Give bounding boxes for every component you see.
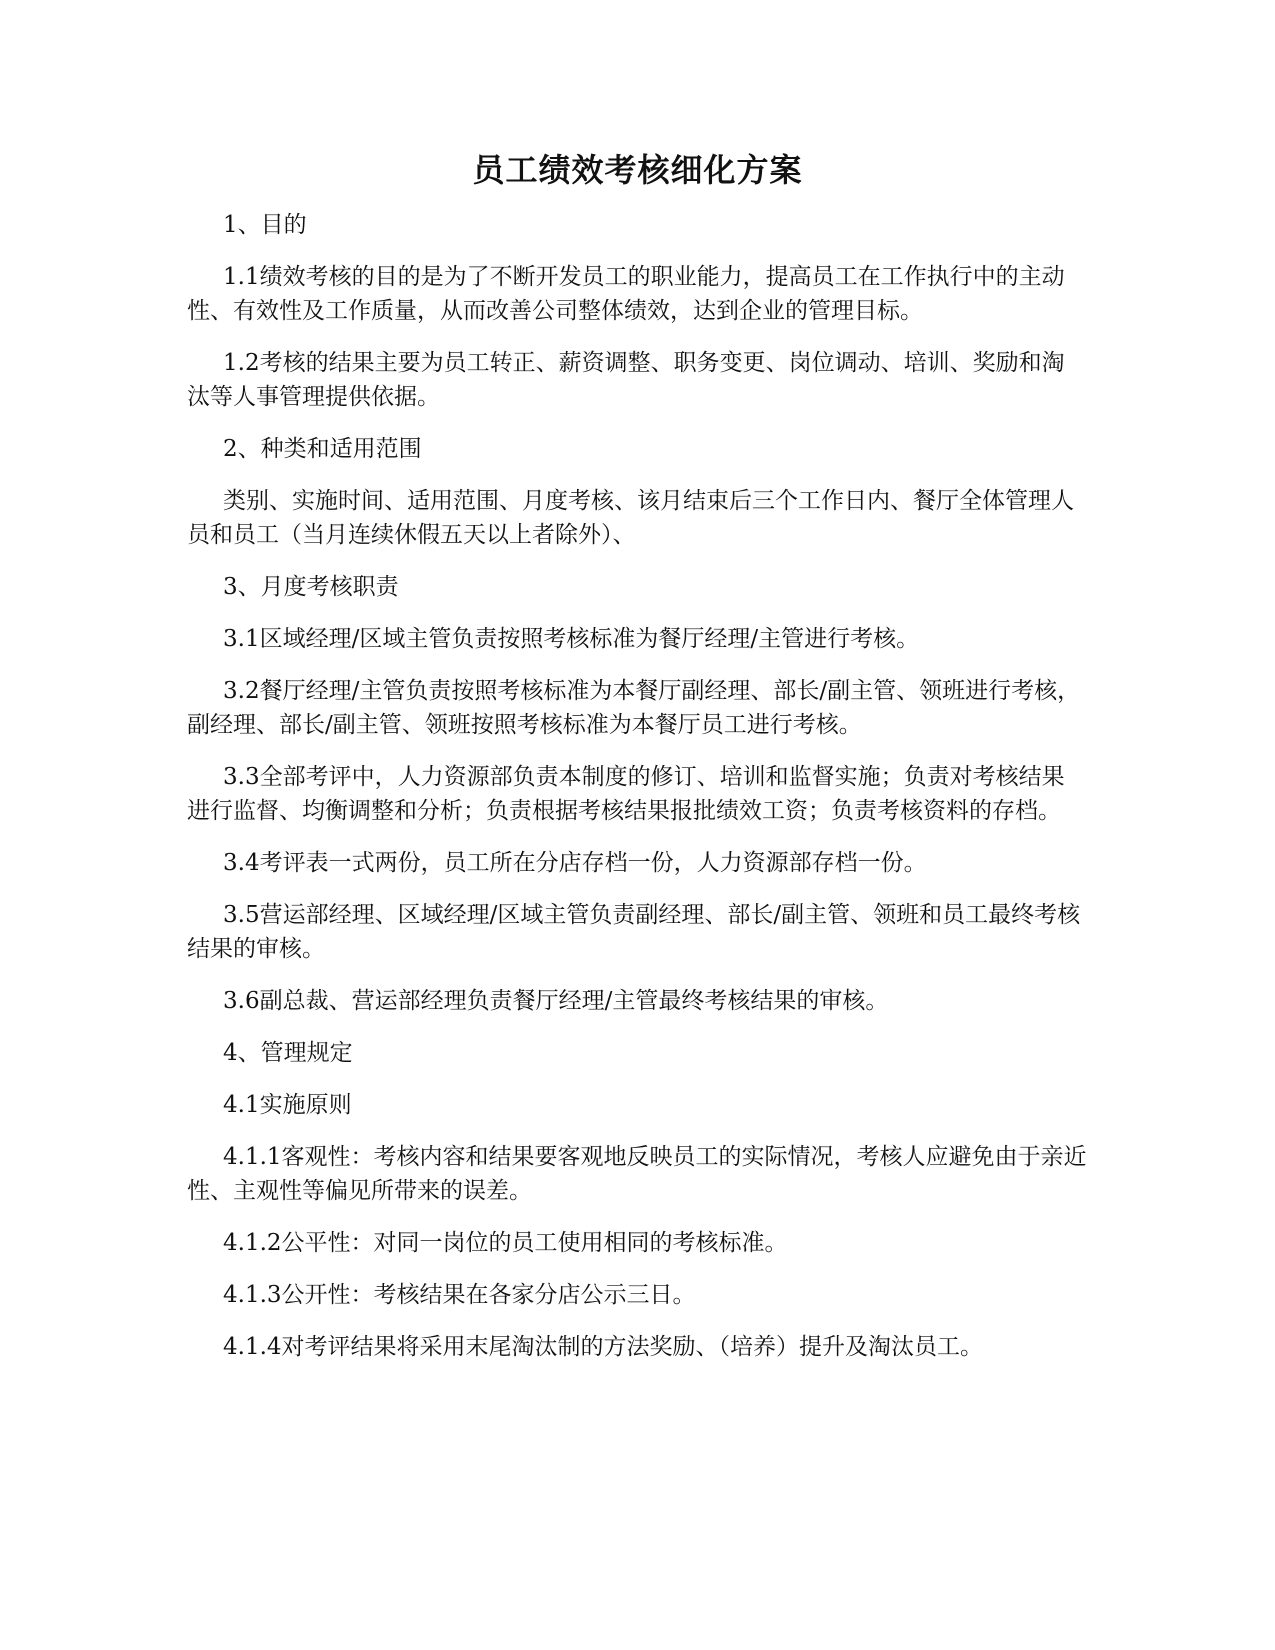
document-title: 员工绩效考核细化方案 [472, 151, 803, 189]
paragraph-3-heading: 3、月度考核职责 [223, 574, 399, 600]
paragraph-4-1-3: 4.1.3公开性：考核结果在各家分店公示三日。 [223, 1282, 696, 1308]
paragraph-4-1: 4.1实施原则 [223, 1092, 352, 1118]
paragraph-3-4: 3.4考评表一式两份，员工所在分店存档一份，人力资源部存档一份。 [223, 850, 927, 876]
paragraph-2-heading: 2、种类和适用范围 [223, 436, 422, 462]
paragraph-4-heading: 4、管理规定 [223, 1040, 353, 1066]
paragraph-3-3: 3.3全部考评中，人力资源部负责本制度的修订、培训和监督实施；负责对考核结果进行监督、均衡调整和分析；负责根据考核结果报批绩效工资；负责考核资料的存档。 [187, 764, 1065, 824]
paragraph-4-1-4: 4.1.4对考评结果将采用末尾淘汰制的方法奖励、（培养）提升及淘汰员工。 [223, 1334, 984, 1360]
paragraph-3-1: 3.1区域经理/区域主管负责按照考核标准为餐厅经理/主管进行考核。 [223, 626, 920, 652]
paragraph-2-content: 类别、实施时间、适用范围、月度考核、该月结束后三个工作日内、餐厅全体管理人员和员工（当月连续休假五天以上者除外）、 [187, 488, 1074, 548]
paragraph-1-heading: 1、目的 [223, 212, 307, 238]
paragraph-1-2: 1.2考核的结果主要为员工转正、薪资调整、职务变更、岗位调动、培训、奖励和淘汰等人事管理提供依据。 [187, 350, 1065, 410]
paragraph-3-5: 3.5营运部经理、区域经理/区域主管负责副经理、部长/副主管、领班和员工最终考核结果的审核。 [187, 902, 1081, 962]
paragraph-4-1-2: 4.1.2公平性：对同一岗位的员工使用相同的考核标准。 [223, 1230, 788, 1256]
document-body [187, 208, 1087, 1382]
paragraph-4-1-1: 4.1.1客观性：考核内容和结果要客观地反映员工的实际情况，考核人应避免由于亲近性、主观性等偏见所带来的误差。 [187, 1144, 1087, 1204]
paragraph-1-1: 1.1绩效考核的目的是为了不断开发员工的职业能力，提高员工在工作执行中的主动性、有效性及工作质量，从而改善公司整体绩效，达到企业的管理目标。 [187, 264, 1065, 324]
paragraph-3-6: 3.6副总裁、营运部经理负责餐厅经理/主管最终考核结果的审核。 [223, 988, 889, 1014]
paragraph-3-2: 3.2餐厅经理/主管负责按照考核标准为本餐厅副经理、部长/副主管、领班进行考核，副经理、部长/副主管、领班按照考核标准为本餐厅员工进行考核。 [187, 678, 1081, 738]
